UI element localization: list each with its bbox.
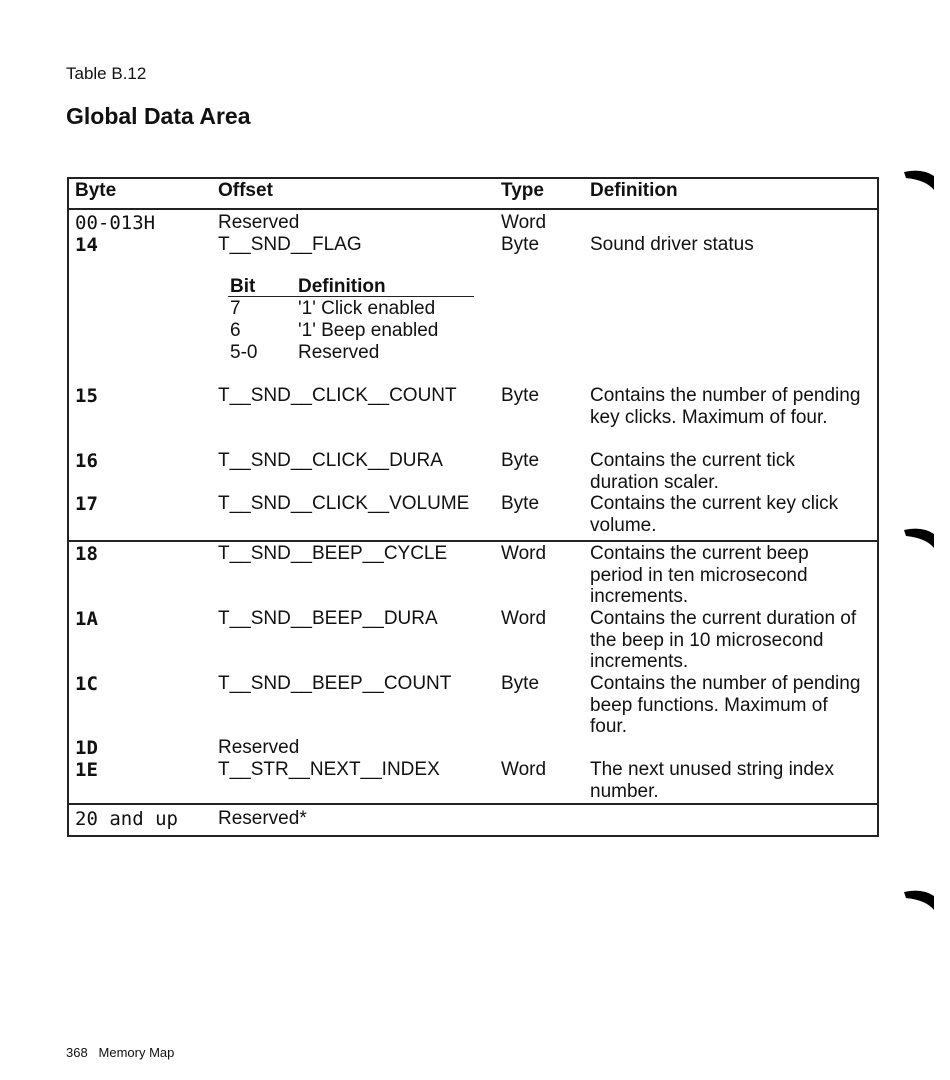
table-row-byte: 18 — [75, 543, 98, 565]
table-row-offset: Reserved* — [218, 808, 307, 829]
page-title: Global Data Area — [66, 103, 251, 129]
header-rule — [67, 208, 879, 210]
table-row-offset: T__SND__BEEP__DURA — [218, 608, 438, 629]
table-row-byte: 17 — [75, 493, 98, 515]
table-row-definition: Sound driver status — [590, 234, 754, 255]
margin-mark-icon — [900, 166, 940, 192]
bit-row-bit: 6 — [230, 320, 241, 341]
table-row-type: Word — [501, 608, 547, 629]
table-row-offset: T__SND__CLICK__DURA — [218, 450, 443, 471]
row-rule-20 — [67, 803, 879, 805]
margin-mark-icon — [900, 886, 940, 912]
table-row-definition: The next unused string index number. — [590, 759, 834, 802]
bit-row-bit: 7 — [230, 298, 241, 319]
table-row-type: Word — [501, 759, 547, 780]
table-row-byte: 1A — [75, 608, 98, 630]
table-row-type: Word — [501, 212, 547, 233]
table-row-definition: Contains the current tick duration scaler. — [590, 450, 795, 493]
bit-row-definition: '1' Click enabled — [298, 298, 436, 319]
table-row-offset: Reserved — [218, 212, 300, 233]
page-footer — [66, 1045, 174, 1060]
table-row-byte: 1E — [75, 759, 98, 781]
header-type: Type — [501, 180, 544, 201]
bit-row-definition: Reserved — [298, 342, 380, 363]
table-row-type: Byte — [501, 385, 540, 406]
table-row-offset: T__SND__CLICK__COUNT — [218, 385, 457, 406]
bit-row-bit: 5-0 — [230, 342, 258, 363]
table-caption: Table B.12 — [66, 64, 147, 83]
bit-row-definition: '1' Beep enabled — [298, 320, 439, 341]
table-row-definition: Contains the current duration of the beep in 10 microsecond increments. — [590, 608, 857, 672]
margin-mark-icon — [900, 524, 940, 550]
row-rule-18 — [67, 540, 879, 542]
table-row-offset: T__SND__FLAG — [218, 234, 362, 255]
table-row-offset: T__SND__BEEP__COUNT — [218, 673, 452, 694]
table-row-offset: T__SND__CLICK__VOLUME — [218, 493, 470, 514]
page-number: 368 — [66, 1045, 88, 1060]
table-row-byte: 16 — [75, 450, 98, 472]
table-row-definition: Contains the current key click volume. — [590, 493, 839, 536]
table-row-byte: 14 — [75, 234, 98, 256]
bit-subtable-header-definition: Definition — [298, 276, 386, 297]
table-row-type: Word — [501, 543, 547, 564]
table-row-byte: 15 — [75, 385, 98, 407]
bit-subtable-rule — [228, 296, 474, 297]
table-row-offset: T__STR__NEXT__INDEX — [218, 759, 440, 780]
table-row-definition: Contains the current beep period in ten microsecond increments. — [590, 543, 809, 607]
footer-section: Memory Map — [98, 1045, 175, 1060]
table-row-type: Byte — [501, 234, 540, 255]
table-row-definition: Contains the number of pending key clicks. Maximum of four. — [590, 385, 861, 428]
bit-subtable-header-bit: Bit — [230, 276, 256, 297]
header-byte: Byte — [75, 180, 117, 201]
table-row-type: Byte — [501, 493, 540, 514]
table-row-type: Byte — [501, 450, 540, 471]
table-row-offset: T__SND__BEEP__CYCLE — [218, 543, 448, 564]
table-row-offset: Reserved — [218, 737, 300, 758]
table-row-byte: 20 and up — [75, 808, 178, 830]
header-definition: Definition — [590, 180, 678, 201]
table-row-definition: Contains the number of pending beep functions. Maximum of four. — [590, 673, 861, 737]
table-row-byte: 00-013H — [75, 212, 156, 234]
header-offset: Offset — [218, 180, 273, 201]
table-row-byte: 1C — [75, 673, 98, 695]
table-row-type: Byte — [501, 673, 540, 694]
table-row-byte: 1D — [75, 737, 98, 759]
